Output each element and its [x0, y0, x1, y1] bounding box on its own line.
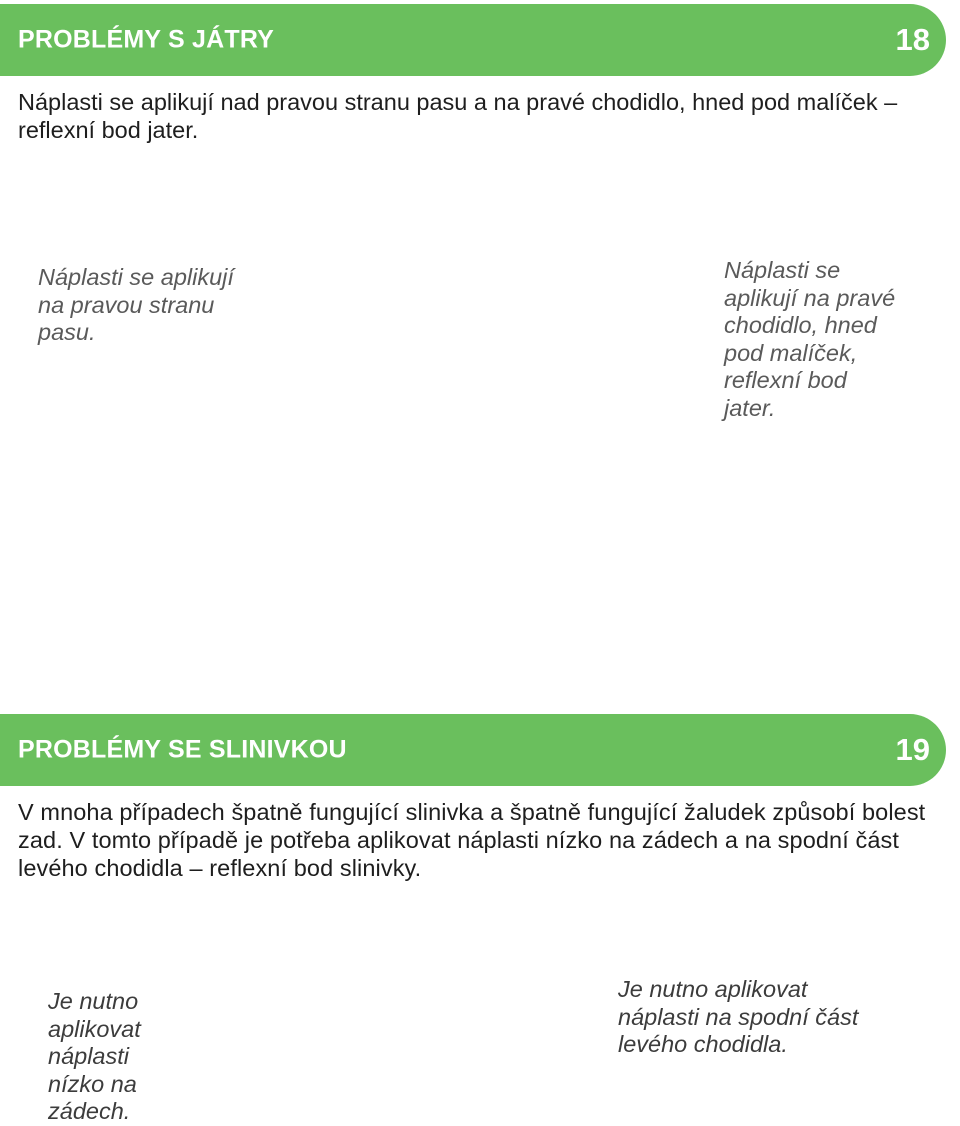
section-number: 19 [895, 732, 930, 767]
section-header-pancreas [0, 714, 946, 786]
section-header-liver [0, 4, 946, 76]
caption-line: nízko na [48, 1070, 137, 1097]
section-intro-text: V mnoha případech špatně fungující slinivka a špatně fungující žaludek způsobí bolest zad. V tomto případě je potřeba aplikovat náplasti nízko na zádech a na spodní část levého chodidla – reflexní bod slinivky. [18, 799, 926, 881]
caption-line: jater. [724, 394, 776, 421]
caption-right-foot [724, 257, 944, 422]
caption-line: náplasti [48, 1043, 129, 1069]
caption-line: aplikovat [48, 1015, 141, 1042]
caption-line: na pravou stranu [38, 291, 215, 318]
caption-line: chodidlo, hned [724, 312, 877, 338]
caption-line: Náplasti se aplikují [38, 264, 234, 290]
caption-line: pasu. [38, 319, 96, 345]
caption-line: Náplasti se [724, 257, 841, 283]
caption-line: reflexní bod [724, 367, 847, 393]
section-title: PROBLÉMY SE SLINIVKOU [18, 735, 347, 764]
caption-line: náplasti na spodní část [618, 1003, 859, 1030]
caption-line: pod malíček, [724, 339, 858, 366]
section-number: 18 [895, 22, 930, 57]
caption-line: zádech. [48, 1098, 131, 1124]
caption-waist [38, 264, 298, 347]
caption-line: Je nutno aplikovat [618, 976, 808, 1002]
caption-line: levého chodidla. [618, 1031, 788, 1057]
caption-lower-back [48, 988, 178, 1126]
section-title: PROBLÉMY S JÁTRY [18, 25, 275, 54]
caption-line: Je nutno [48, 988, 139, 1014]
caption-line: aplikují na pravé [724, 284, 896, 311]
caption-left-foot [618, 976, 938, 1059]
section-intro-text: Náplasti se aplikují nad pravou stranu pasu a na pravé chodidlo, hned pod malíček – reflexní bod jater. [18, 89, 898, 143]
